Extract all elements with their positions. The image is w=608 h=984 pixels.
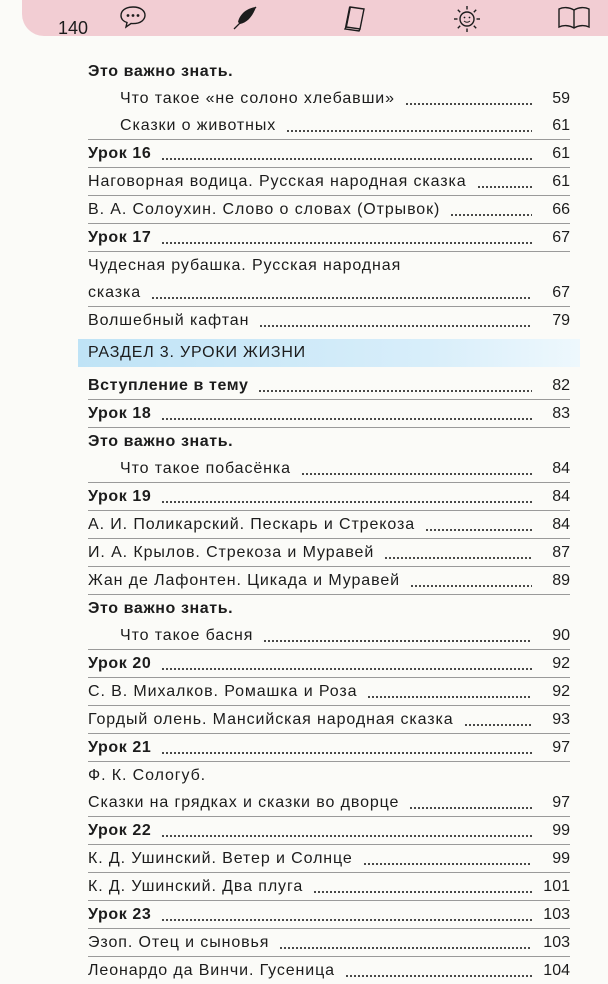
toc-entry-row [88, 956, 570, 984]
toc-heading-row [88, 733, 570, 761]
toc-page-number: 61 [552, 117, 570, 134]
toc-entry-title: Наговорная водица. Русская народная сказка [88, 173, 467, 190]
dot-leader [258, 390, 532, 392]
toc-entry-title: Это важно знать. [88, 433, 234, 450]
dot-leader [161, 501, 532, 503]
toc-page-number: 99 [552, 850, 570, 867]
toc-entry-title: В. А. Солоухин. Слово о словах (Отрывок) [88, 201, 441, 218]
dot-leader [464, 724, 532, 726]
speech-bubble-icon [118, 4, 148, 30]
toc-entry-title: сказка [88, 284, 142, 301]
toc-heading-row [88, 649, 570, 677]
toc-heading-row [88, 223, 570, 251]
toc-entry-row [88, 510, 570, 538]
toc-entry-row [88, 195, 570, 223]
toc-page-number: 67 [552, 284, 570, 301]
toc-entry-title: Урок 23 [88, 906, 152, 923]
toc-entry-row [88, 705, 570, 733]
dot-leader [161, 919, 532, 921]
dot-leader [409, 807, 532, 809]
toc-page-number: 97 [552, 739, 570, 756]
toc-page-number: 61 [552, 173, 570, 190]
toc-page-number: 92 [552, 655, 570, 672]
dot-leader [425, 529, 532, 531]
dot-leader [286, 130, 532, 132]
dot-leader [151, 297, 532, 299]
dot-leader [450, 214, 532, 216]
toc-entry-title: А. И. Поликарский. Пескарь и Стрекоза [88, 516, 416, 533]
toc-entry-title: Это важно знать. [88, 63, 234, 80]
toc-page-number: 82 [552, 377, 570, 394]
toc-page-number: 104 [543, 962, 570, 979]
toc-entry-title: Эзоп. Отец и сыновья [88, 934, 270, 951]
dot-leader [345, 975, 532, 977]
section-heading [78, 339, 580, 367]
toc-entry-title: Ф. К. Сологуб. [88, 767, 207, 784]
toc-page-number: 59 [552, 90, 570, 107]
toc-page-number: 83 [552, 405, 570, 422]
toc-entry-title: Урок 22 [88, 822, 152, 839]
dot-leader [161, 158, 532, 160]
toc-entry-row [88, 251, 570, 279]
sun-icon [452, 4, 482, 34]
toc-page-number: 101 [543, 878, 570, 895]
toc-entry-row [88, 622, 570, 649]
toc-entry-row [88, 789, 570, 816]
toc-page-number: 93 [552, 711, 570, 728]
toc-page-number: 103 [543, 934, 570, 951]
toc-entry-title: К. Д. Ушинский. Два плуга [88, 878, 304, 895]
dot-leader [477, 186, 532, 188]
dot-leader [161, 752, 532, 754]
toc-entry-title: Что такое «не солоно хлебавши» [120, 90, 395, 107]
toc-page-number: 84 [552, 516, 570, 533]
toc-heading-row [88, 139, 570, 167]
dot-leader [161, 835, 532, 837]
toc-entry-row [88, 677, 570, 705]
toc-page-number: 66 [552, 201, 570, 218]
toc-entry-title: Урок 19 [88, 488, 152, 505]
toc-page-number: 87 [552, 544, 570, 561]
toc-heading-row [88, 816, 570, 844]
toc-entry-title: С. В. Михалков. Ромашка и Роза [88, 683, 358, 700]
toc-entry-title: И. А. Крылов. Стрекоза и Муравей [88, 544, 375, 561]
dot-leader [301, 473, 532, 475]
toc-heading-row [88, 900, 570, 928]
toc-entry-row [88, 112, 570, 139]
toc-page-number: 103 [543, 906, 570, 923]
dot-leader [405, 103, 532, 105]
section-title: РАЗДЕЛ 3. УРОКИ ЖИЗНИ [88, 344, 306, 361]
toc-heading-row [88, 594, 570, 622]
dot-leader [259, 325, 532, 327]
toc-entry-title: Урок 20 [88, 655, 152, 672]
open-book-icon [556, 4, 592, 32]
book-icon [342, 4, 368, 32]
dot-leader [410, 585, 532, 587]
toc-entry-row [88, 844, 570, 872]
toc-page-number: 79 [552, 312, 570, 329]
toc-entry-title: Чудесная рубашка. Русская народная [88, 257, 402, 274]
toc-page-number: 84 [552, 488, 570, 505]
dot-leader [161, 668, 532, 670]
toc-page-number: 89 [552, 572, 570, 589]
dot-leader [384, 557, 532, 559]
toc-page-number: 90 [552, 627, 570, 644]
toc-page-number: 99 [552, 822, 570, 839]
toc-entry-row [88, 872, 570, 900]
toc-entry-title: Урок 18 [88, 405, 152, 422]
toc-entry-title: Волшебный кафтан [88, 312, 250, 329]
toc-entry-row [88, 455, 570, 482]
toc-entry-title: Урок 16 [88, 145, 152, 162]
toc-entry-row [88, 538, 570, 566]
toc-entry-title: Что такое басня [120, 627, 254, 644]
toc-entry-title: Что такое побасёнка [120, 460, 291, 477]
toc-entry-title: Жан де Лафонтен. Цикада и Муравей [88, 572, 400, 589]
page-number: 140 [58, 18, 89, 38]
page-header [22, 0, 608, 36]
dot-leader [279, 947, 532, 949]
toc-entry-row [88, 306, 570, 334]
toc-entry-title: Это важно знать. [88, 600, 234, 617]
toc-entry-title: Леонардо да Винчи. Гусеница [88, 962, 335, 979]
toc-page-number: 61 [552, 145, 570, 162]
toc-heading-row [88, 482, 570, 510]
toc-heading-row [88, 427, 570, 455]
toc-entry-title: Сказки на грядках и сказки во дворце [88, 794, 400, 811]
dot-leader [263, 640, 532, 642]
toc-entry-row [88, 279, 570, 306]
toc-page-number: 97 [552, 794, 570, 811]
toc-heading-row [88, 58, 570, 85]
dot-leader [363, 863, 532, 865]
toc-page-number: 84 [552, 460, 570, 477]
toc-block-1 [88, 58, 570, 334]
toc-entry-title: Гордый олень. Мансийская народная сказка [88, 711, 454, 728]
toc-entry-title: Сказки о животных [120, 117, 277, 134]
dot-leader [161, 242, 532, 244]
toc-block-2 [88, 372, 570, 984]
toc-entry-title: Урок 17 [88, 229, 152, 246]
toc-entry-title: К. Д. Ушинский. Ветер и Солнце [88, 850, 353, 867]
toc-entry-title: Урок 21 [88, 739, 152, 756]
toc-entry-row [88, 761, 570, 789]
toc-heading-row [88, 372, 570, 399]
toc-entry-row [88, 566, 570, 594]
toc-page-number: 67 [552, 229, 570, 246]
toc-entry-title: Вступление в тему [88, 377, 249, 394]
toc-heading-row [88, 399, 570, 427]
toc-entry-row [88, 928, 570, 956]
dot-leader [161, 418, 532, 420]
toc-entry-row [88, 167, 570, 195]
toc-page-number: 92 [552, 683, 570, 700]
dot-leader [313, 891, 532, 893]
table-of-contents [88, 58, 570, 984]
dot-leader [367, 696, 532, 698]
toc-entry-row [88, 85, 570, 112]
feather-icon [230, 4, 260, 32]
